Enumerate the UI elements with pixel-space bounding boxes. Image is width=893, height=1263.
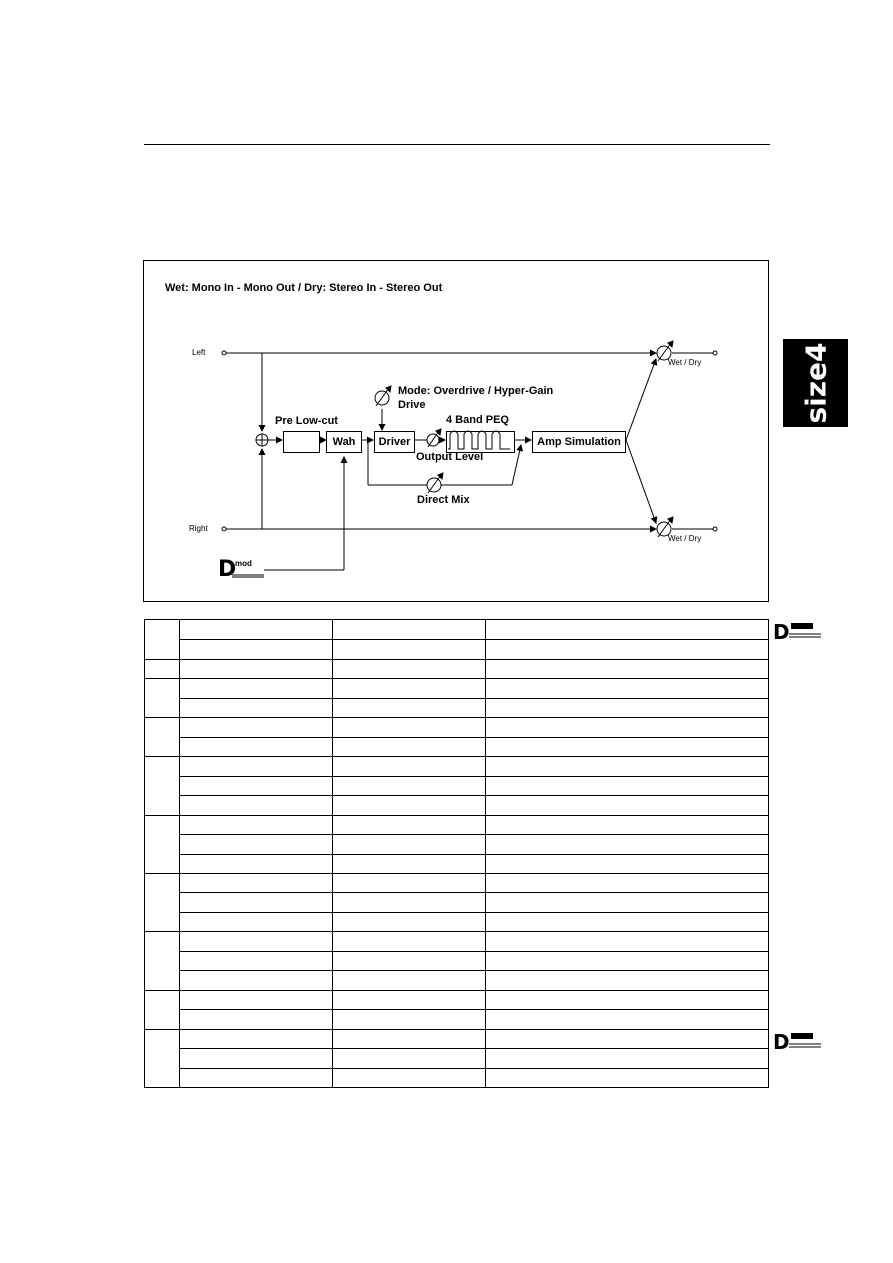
svg-text:D: D xyxy=(773,1030,790,1052)
right-input-terminal xyxy=(222,527,226,531)
pre-lowcut-label: Pre Low-cut xyxy=(275,415,338,427)
dmod-badge-bottom-icon xyxy=(773,1030,823,1052)
direct-mix-knob-icon xyxy=(427,473,443,493)
table-row-divider xyxy=(179,698,768,699)
table-row-divider xyxy=(179,1048,768,1049)
wet-dry-bottom-label: Wet / Dry xyxy=(668,534,702,543)
driver-box xyxy=(374,431,415,453)
direct-mix-label: Direct Mix xyxy=(417,494,470,506)
table-row-divider xyxy=(179,970,768,971)
drive-knob-icon xyxy=(375,386,391,406)
table-group-divider xyxy=(145,931,768,932)
effect-block-diagram xyxy=(143,260,769,602)
right-channel-label: Right xyxy=(189,524,208,533)
parameter-table xyxy=(144,619,769,1088)
table-group-divider xyxy=(145,1029,768,1030)
peq-box xyxy=(446,431,515,453)
wah-label: Wah xyxy=(332,436,356,448)
dmod-symbol: D xyxy=(218,557,237,582)
table-row-divider xyxy=(179,1009,768,1010)
table-group-divider xyxy=(145,678,768,679)
amp-simulation-label: Amp Simulation xyxy=(537,436,621,448)
table-row-divider xyxy=(179,912,768,913)
table-row-divider xyxy=(179,776,768,777)
header-rule xyxy=(144,144,770,145)
left-input-terminal xyxy=(222,351,226,355)
mode-label: Mode: Overdrive / Hyper-Gain xyxy=(398,385,554,397)
table-row-divider xyxy=(179,951,768,952)
wah-box xyxy=(326,431,362,453)
table-row-divider xyxy=(179,737,768,738)
driver-label: Driver xyxy=(378,436,411,448)
left-output-terminal xyxy=(713,351,717,355)
section-tab-label: size4 xyxy=(799,342,832,424)
table-group-divider xyxy=(145,659,768,660)
left-channel-label: Left xyxy=(192,348,206,357)
right-output-terminal xyxy=(713,527,717,531)
peq-label: 4 Band PEQ xyxy=(446,414,509,426)
wet-dry-top-label: Wet / Dry xyxy=(668,358,702,367)
table-group-divider xyxy=(145,990,768,991)
dmod-badge-top-icon xyxy=(773,620,823,642)
table-row-divider xyxy=(179,795,768,796)
table-group-divider xyxy=(145,717,768,718)
table-group-divider xyxy=(145,756,768,757)
table-row-divider xyxy=(179,1068,768,1069)
output-level-knob-icon xyxy=(427,429,441,447)
pre-lowcut-box xyxy=(283,431,320,453)
table-row-divider xyxy=(179,639,768,640)
amp-simulation-box xyxy=(532,431,626,453)
section-tab xyxy=(783,339,848,427)
table-row-divider xyxy=(179,834,768,835)
dmod-text: mod xyxy=(235,559,252,568)
table-row-divider xyxy=(179,892,768,893)
svg-text:D: D xyxy=(773,620,790,642)
table-row-divider xyxy=(179,854,768,855)
dmod-badge-top xyxy=(773,620,823,647)
dmod-badge-bottom xyxy=(773,1030,823,1057)
table-group-divider xyxy=(145,815,768,816)
table-group-divider xyxy=(145,873,768,874)
diagram-title: Wet: Mono In - Mono Out / Dry: Stereo In - Stereo Out xyxy=(165,282,443,294)
output-level-label: Output Level xyxy=(416,451,484,463)
drive-label: Drive xyxy=(398,399,426,411)
